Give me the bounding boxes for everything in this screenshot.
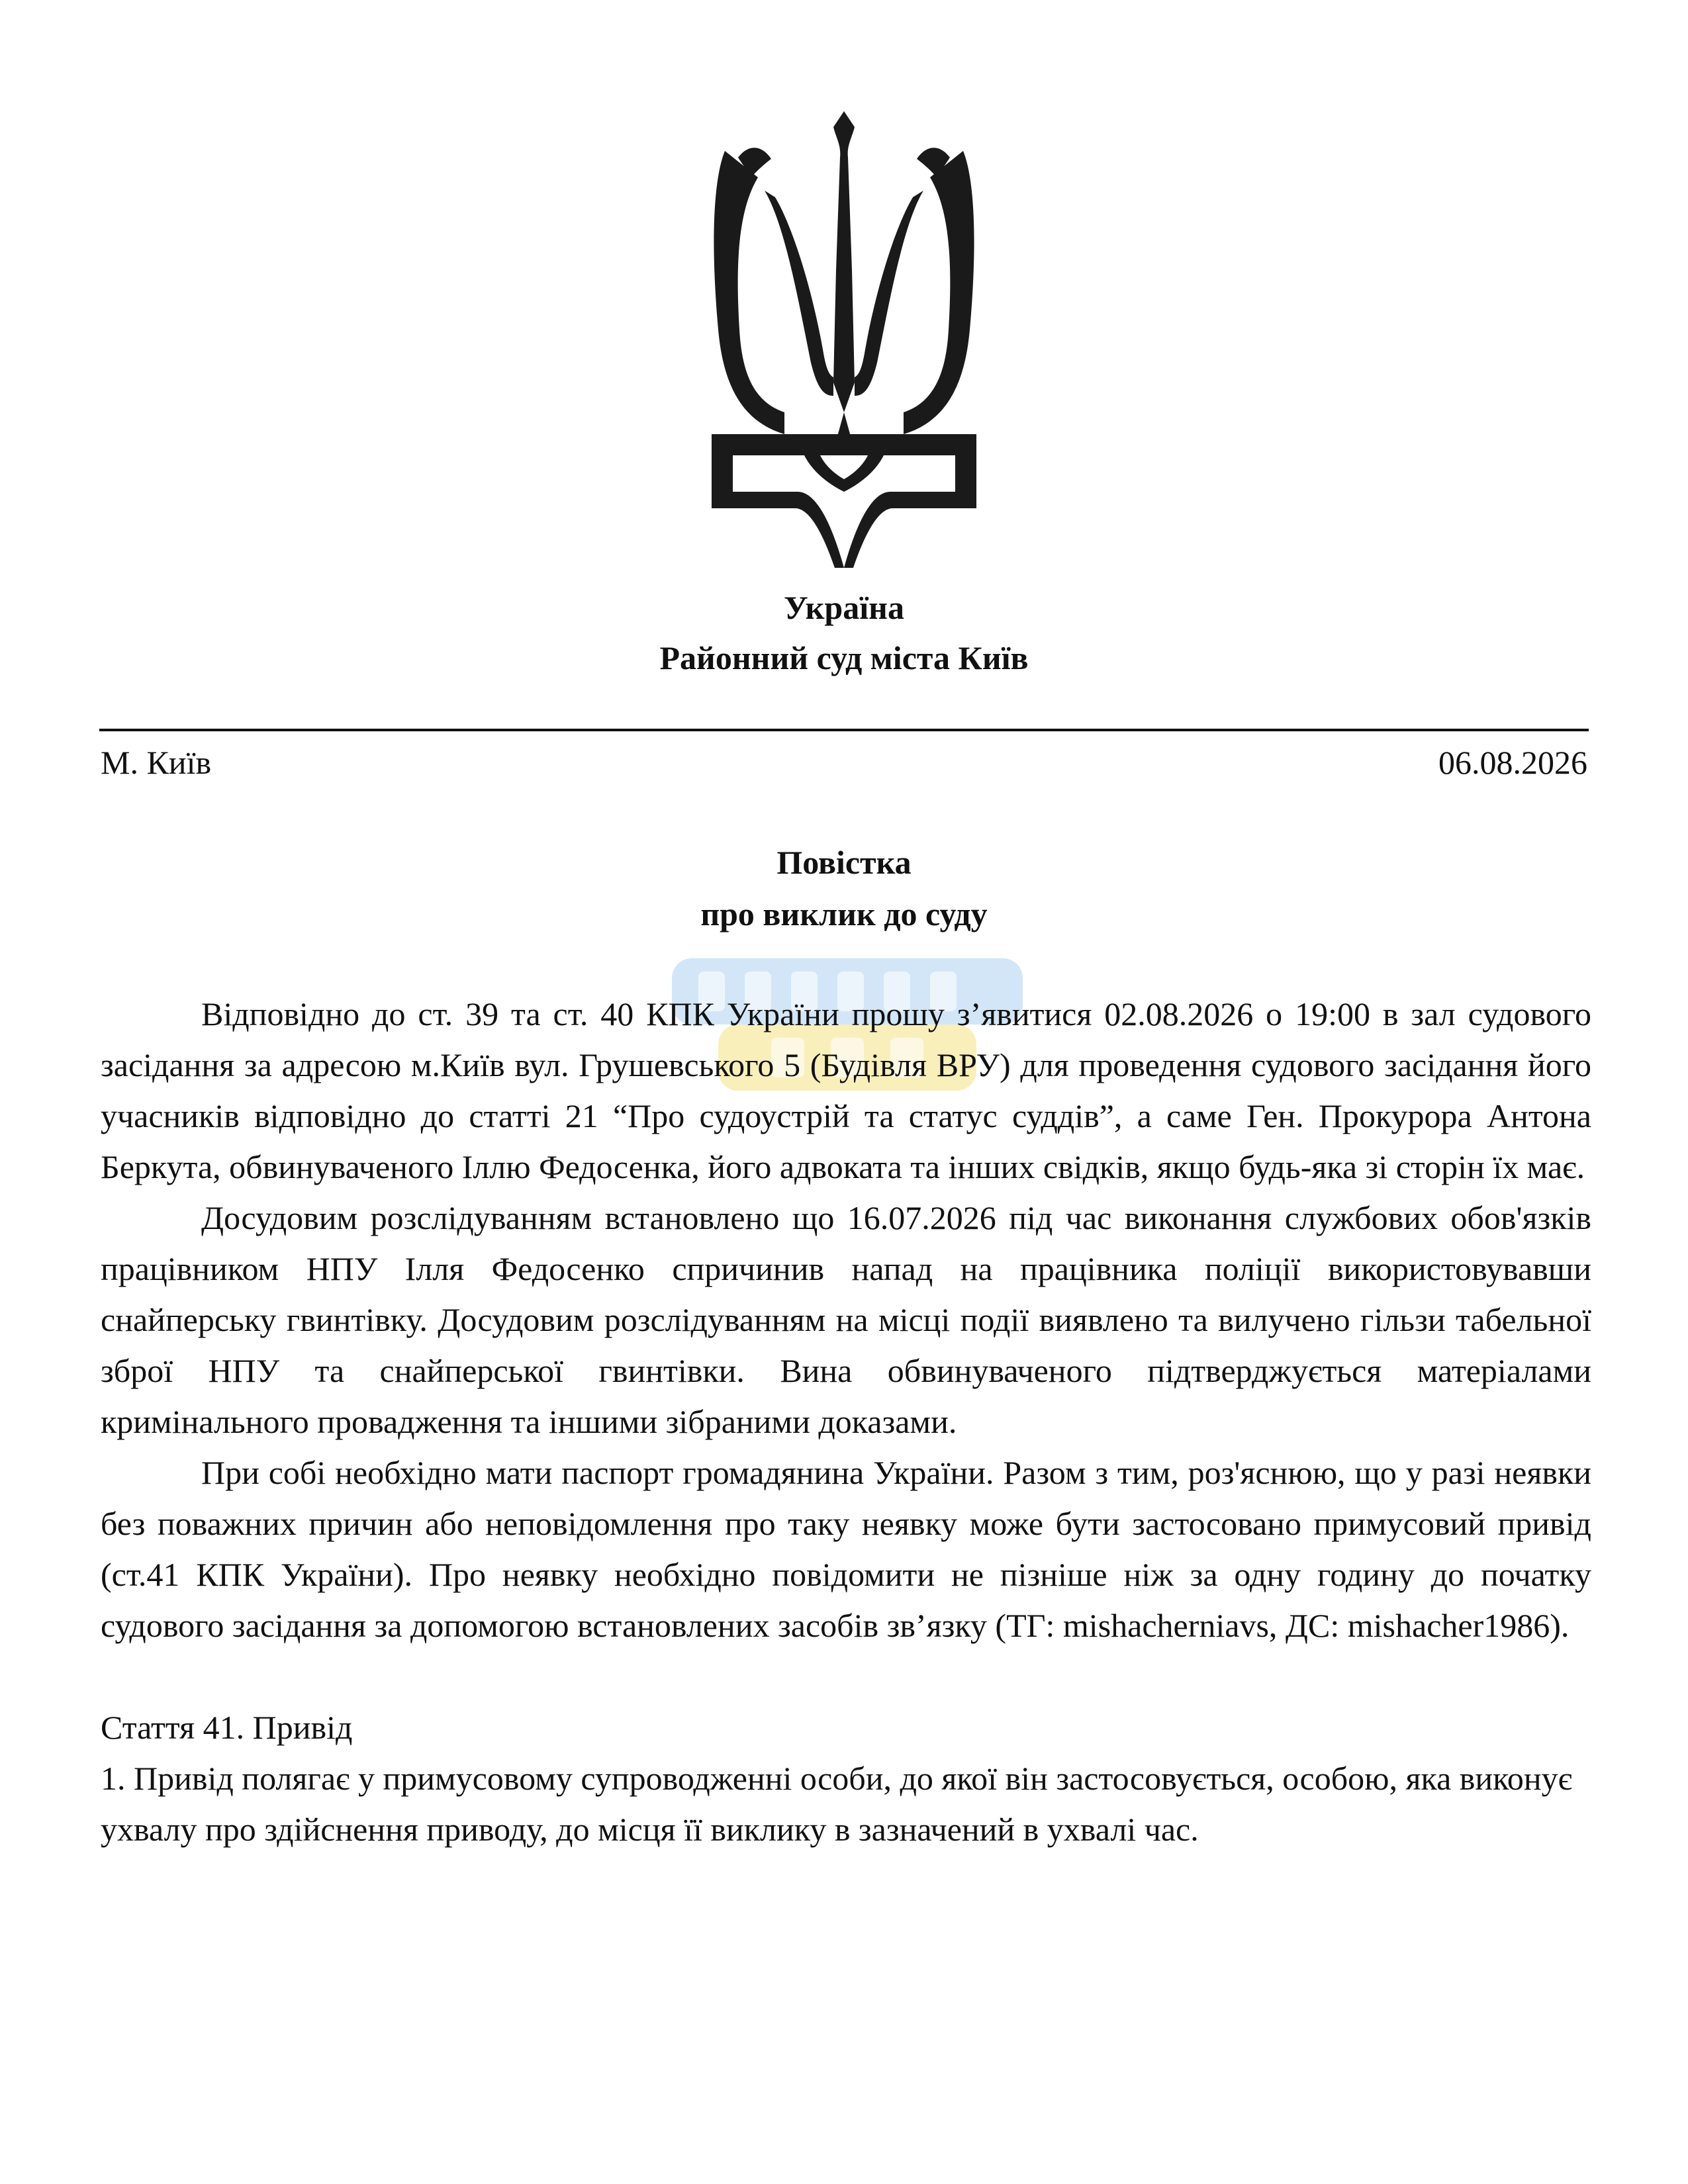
document-date: 06.08.2026 [1438, 744, 1587, 781]
article-text: 1. Привід полягає у примусовому супроводженні особи, до якої він застосовується, особою, яка виконує ухвалу про здійснення приводу, до місця її виклику в зазначений в ухвалі час. [101, 1760, 1573, 1848]
document-title [0, 837, 1688, 940]
paragraph-investigation: Досудовим розслідуванням встановлено що 16.07.2026 під час виконання службових обов'язків працівником НПУ Ілля Федосенко спричинив напад на працівника поліції використовувавши снайперську гвинтівку. Досудовим розслідуванням на місці події виявлено та вилучено гільзи табельної зброї НПУ та снайперської гвинтівки. Вина обвинуваченого підтверджується матеріалами кримінального провадження та іншими зібраними доказами. [101, 1199, 1591, 1440]
spacer [101, 1651, 1591, 1702]
paragraph-summons: Відповідно до ст. 39 та ст. 40 КПК України прошу з’явитися 02.08.2026 о 19:00 в зал судового засідання за адресою м.Київ вул. Грушевського 5 (Будівля ВРУ) для проведення судового засідання його учасників відповідно до статті 21 “Про судоустрій та статус суддів”, а саме Ген. Прокурора Антона Беркута, обвинуваченого Іллю Федосенка, його адвоката та інших свідків, якщо будь-яка зі сторін їх має. [101, 995, 1591, 1185]
title-line-2: про виклик до суду [700, 895, 988, 933]
country-name: Україна [784, 589, 904, 626]
city-label: М. Київ [101, 744, 212, 781]
article-title: Стаття 41. Привід [101, 1709, 353, 1746]
title-line-1: Повістка [776, 844, 912, 881]
header-divider [99, 729, 1589, 731]
document-body [101, 989, 1591, 1855]
court-name: Районний суд міста Київ [659, 639, 1029, 676]
place-date-row [101, 739, 1587, 786]
trident-icon [712, 111, 976, 568]
paragraph-requirements: При собі необхідно мати паспорт громадянина України. Разом з тим, роз'яснюю, що у разі неявки без поважних причин або неповідомлення про таку неявку може бути застосовано примусовий привід (ст.41 КПК України). Про неявку необхідно повідомити не пізніше ніж за одну годину до початку судового засідання за допомогою встановлених засобів зв’язку (ТГ: mishacherniavs, ДС: mishacher1986). [101, 1454, 1591, 1644]
document-header [0, 582, 1688, 683]
